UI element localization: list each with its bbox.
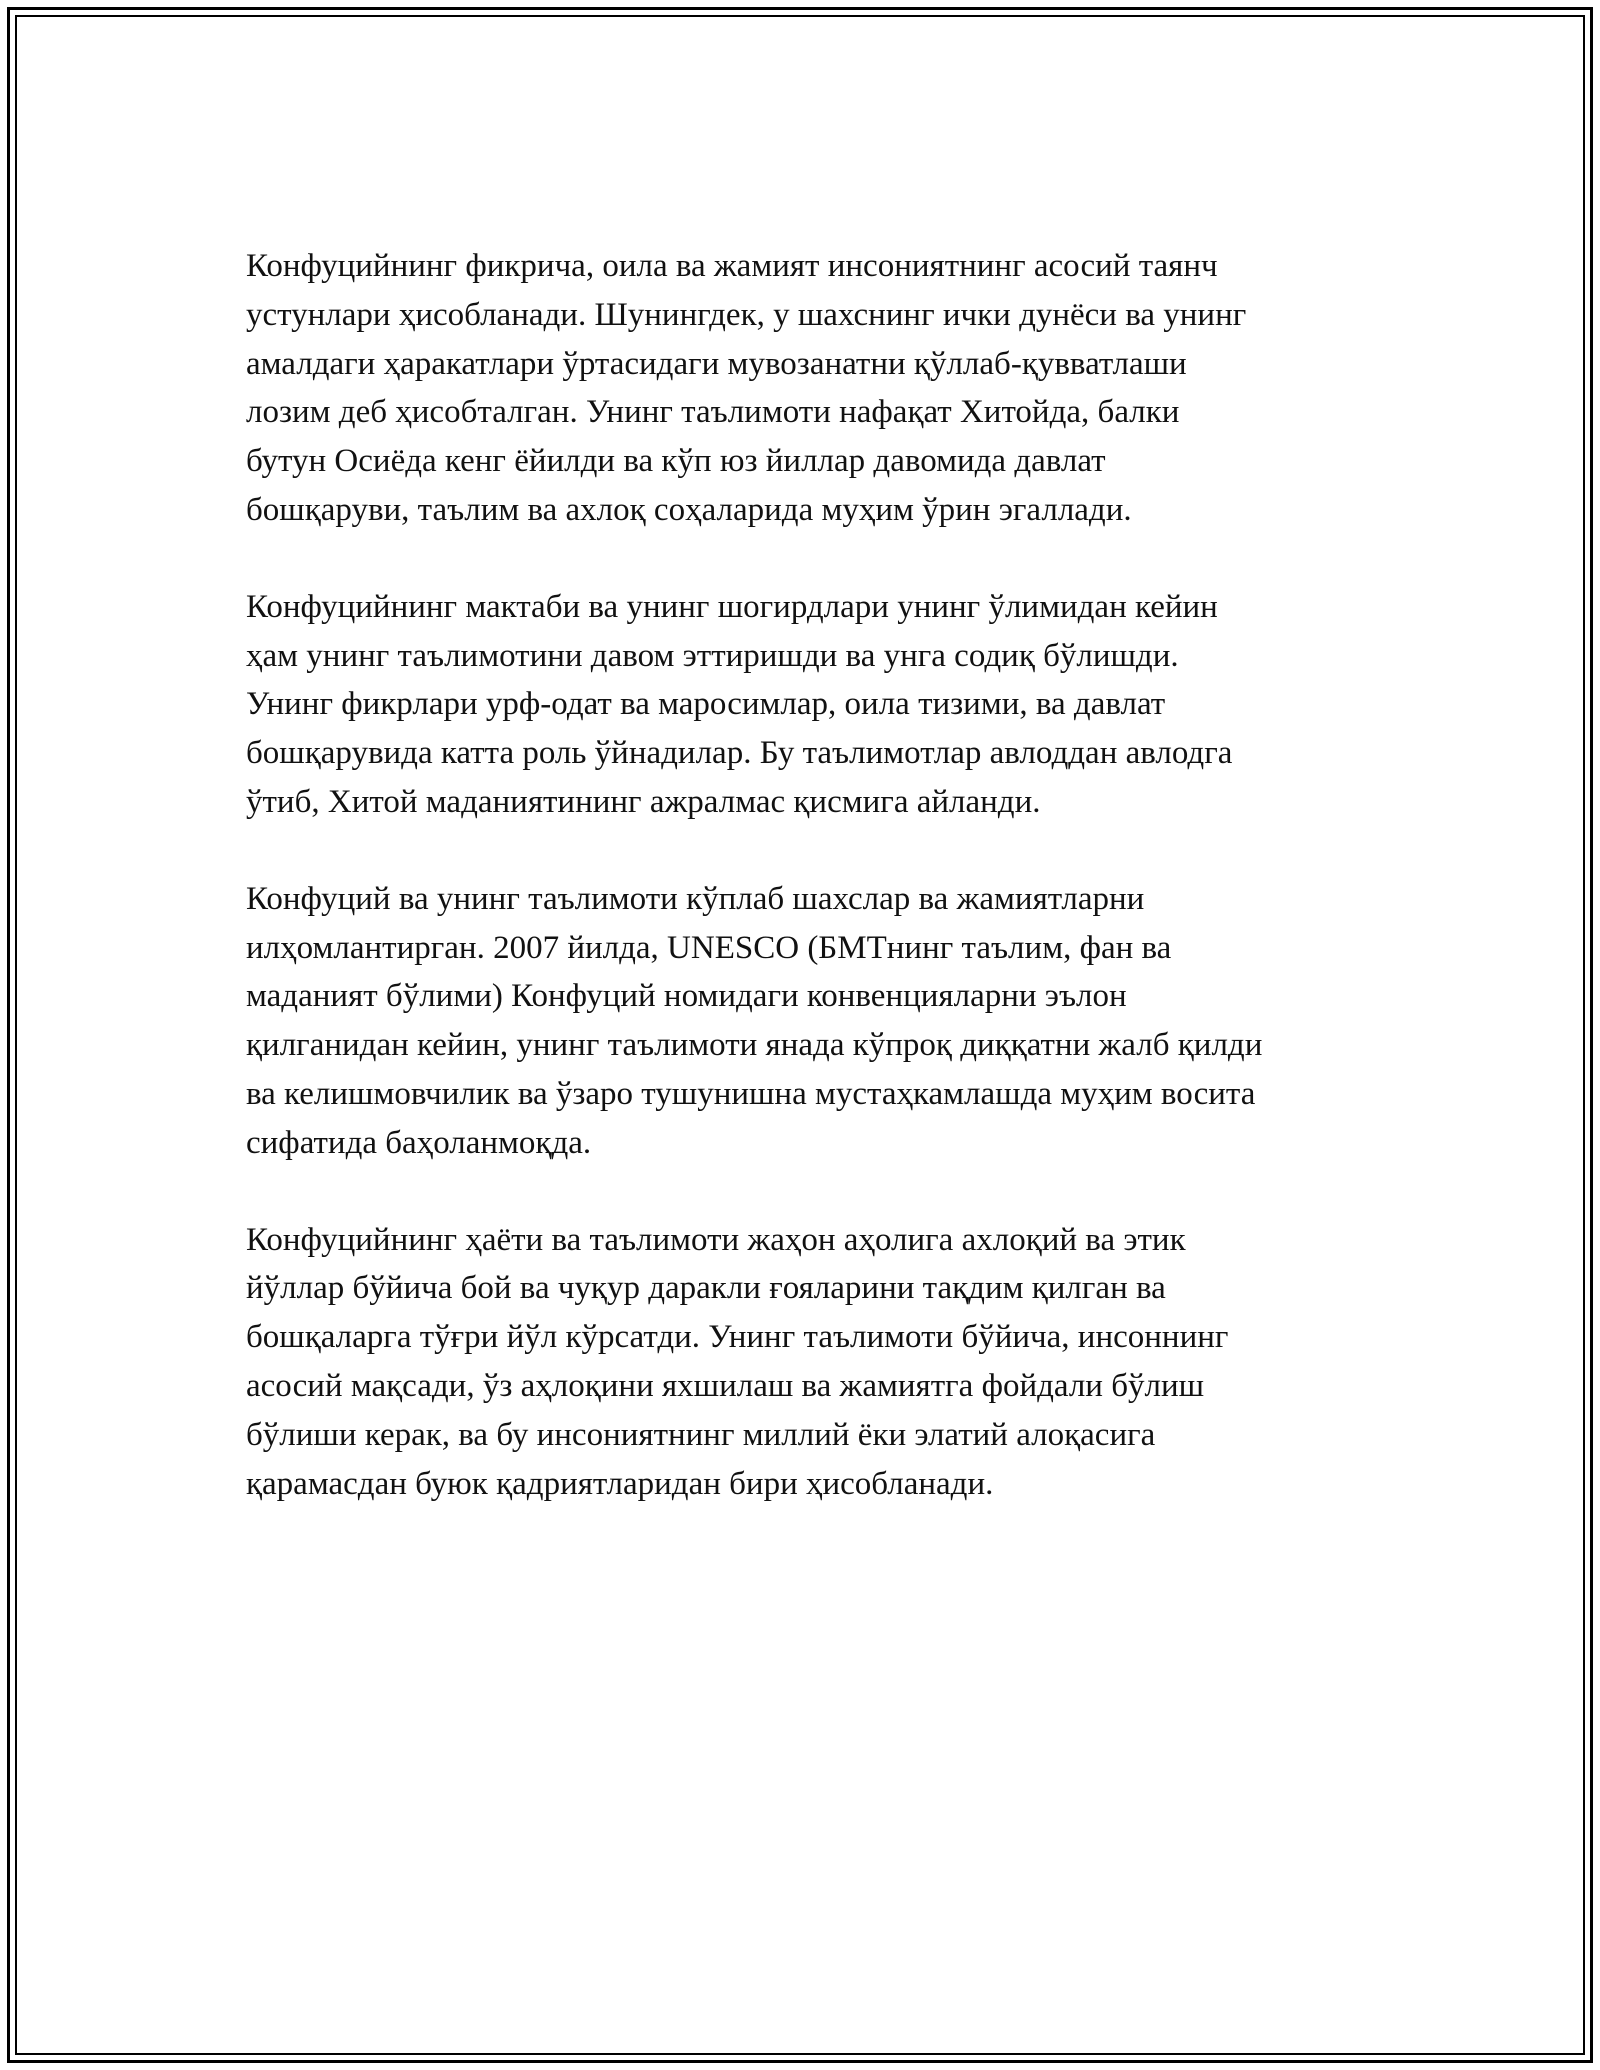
text-line: қарамасдан буюк қадриятларидан бири ҳисобланади. — [246, 1465, 994, 1502]
text-line: устунлари ҳисобланади. Шунингдек, у шахснинг ички дунёси ва унинг — [246, 296, 1247, 333]
text-line: сифатида баҳоланмоқда. — [246, 1124, 592, 1161]
paragraph-1 — [246, 242, 1406, 535]
text-line: Конфуций ва унинг таълимоти кўплаб шахслар ва жамиятларни — [246, 880, 1145, 917]
paragraph-2 — [246, 583, 1406, 827]
text-line: Конфуцийнинг мактаби ва унинг шогирдлари унинг ўлимидан кейин — [246, 588, 1218, 625]
text-line: асосий мақсади, ўз аҳлоқини яхшилаш ва жамиятга фойдали бўлиш — [246, 1367, 1205, 1404]
text-line: Конфуцийнинг фикрича, оила ва жамият инсониятнинг асосий таянч — [246, 248, 1218, 284]
text-line: бўлиши керак, ва бу инсониятнинг миллий ёки элатий алоқасига — [246, 1416, 1156, 1453]
text-line: лозим деб ҳисобталган. Унинг таълимоти нафақат Хитойда, балки — [246, 394, 1180, 431]
text-line: амалдаги ҳаракатлари ўртасидаги мувозанатни қўллаб-қувватлаши — [246, 345, 1187, 382]
paragraph-3 — [246, 875, 1406, 1168]
paragraph-4 — [246, 1216, 1406, 1509]
text-line: ўтиб, Хитой маданиятининг ажралмас қисмига айланди. — [246, 783, 1041, 820]
text-line: ҳам унинг таълимотини давом эттиришди ва унга содиқ бўлишди. — [246, 637, 1179, 674]
text-line: илҳомлантирган. 2007 йилда, UNESCO (БМТнинг таълим, фан ва — [246, 929, 1172, 966]
text-line: Конфуцийнинг ҳаёти ва таълимоти жаҳон аҳолига ахлоқий ва этик — [246, 1221, 1186, 1258]
text-line: Унинг фикрлари урф-одат ва маросимлар, оила тизими, ва давлат — [246, 686, 1166, 723]
text-line: бошқаларга тўғри йўл кўрсатди. Унинг таълимоти бўйича, инсоннинг — [246, 1319, 1229, 1356]
text-line: бошқарувида катта роль ўйнадилар. Бу таълимотлар авлоддан авлодга — [246, 735, 1233, 772]
text-line: бошқаруви, таълим ва ахлоқ соҳаларида муҳим ўрин эгаллади. — [246, 491, 1132, 528]
text-line: бутун Осиёда кенг ёйилди ва кўп юз йиллар давомида давлат — [246, 443, 1106, 480]
page-frame — [7, 7, 1593, 2063]
text-line: қилганидан кейин, унинг таълимоти янада кўпроқ диққатни жалб қилди — [246, 1027, 1263, 1064]
text-line: йўллар бўйича бой ва чуқур даракли ғояларини тақдим қилган ва — [246, 1270, 1166, 1307]
text-line: ва келишмовчилик ва ўзаро тушунишна мустаҳкамлашда муҳим восита — [246, 1075, 1256, 1112]
document-body — [246, 242, 1406, 1556]
text-line: маданият бўлими) Конфуций номидаги конвенцияларни эълон — [246, 978, 1127, 1015]
